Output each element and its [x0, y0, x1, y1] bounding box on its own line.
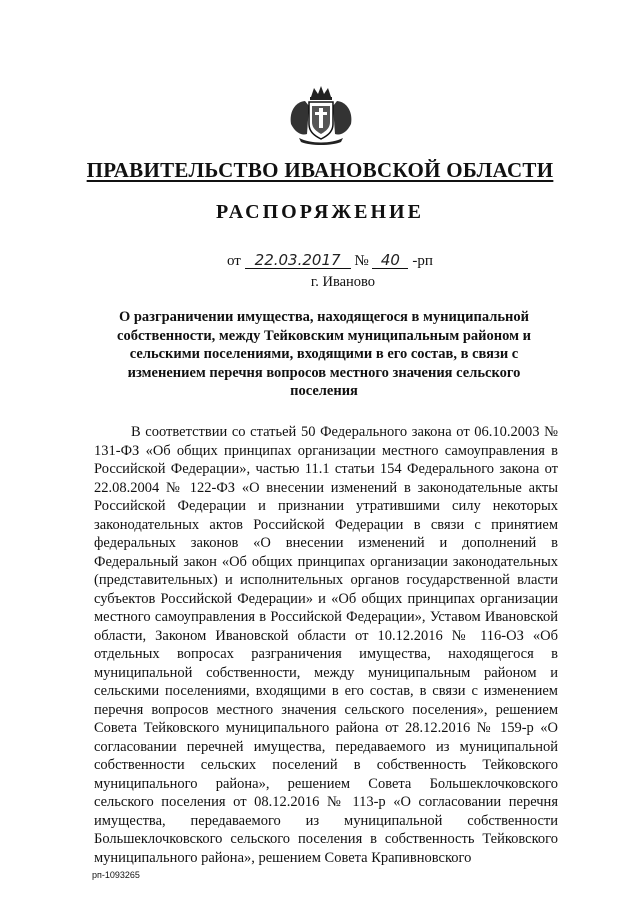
government-title: ПРАВИТЕЛЬСТВО ИВАНОВСКОЙ ОБЛАСТИ [86, 158, 554, 182]
document-type-heading: РАСПОРЯЖЕНИЕ [216, 201, 424, 223]
document-subject: О разграничении имущества, находящегося в муниципальной собственности, между Тейковским муниципальным районом и сельскими поселениями, входящими в его состав, в связи с изменением перечня вопросов местного значения сельского поселения [117, 309, 531, 399]
handwritten-number: 40 [372, 253, 408, 269]
document-code: рп-1093265 [92, 870, 140, 880]
coat-of-arms-emblem [287, 84, 355, 146]
number-prefix: № [354, 253, 369, 269]
body-paragraph: В соответствии со статьей 50 Федерального закона от 06.10.2003 № 131-ФЗ «Об общих принципах организации местного самоуправления в Российской Федерации», частью 11.1 статьи 154 Федерального закона от 22.08.2004 № 122-ФЗ «О внесении изменений в законодательные акты Российской Федерации и признании утратившими силу некоторых законодательных актов Российской Федерации в связи с принятием федеральных законов «О внесении изменений и дополнений в Федеральный закон «Об общих принципах организации законодательных (представительных) и исполнительных органов государственной власти субъектов Российской Федерации» и «Об общих принципах организации местного самоуправления в Российской Федерации», Уставом Ивановской области, Законом Ивановской области от 10.12.2016 № 116-ОЗ «Об отдельных вопросах разграничения имущества, находящегося в муниципальной собственности, между муниципальным районом и сельскими поселениями, входящими в его состав, в связи с изменением перечня вопросов местного значения сельского поселения», решением Совета Тейковского муниципального района от 28.12.2016 № 159-р «О согласовании перечней имущества, передаваемого из муниципальной собственности сельских поселений в собственность Тейковского муниципального района», решением Совета Большеклочковского сельского поселения от 08.12.2016 № 113-р «О согласовании перечня имущества, передаваемого из муниципальной собственности Большеклочковского сельского поселения в собственность Тейковского муниципального района», решением Совета Крапивновского [94, 424, 558, 866]
issue-city: г. Иваново [310, 274, 376, 290]
date-prefix: от [227, 253, 241, 269]
registration-line [227, 253, 433, 270]
number-suffix: -рп [412, 253, 433, 269]
handwritten-date: 22.03.2017 [245, 253, 351, 269]
